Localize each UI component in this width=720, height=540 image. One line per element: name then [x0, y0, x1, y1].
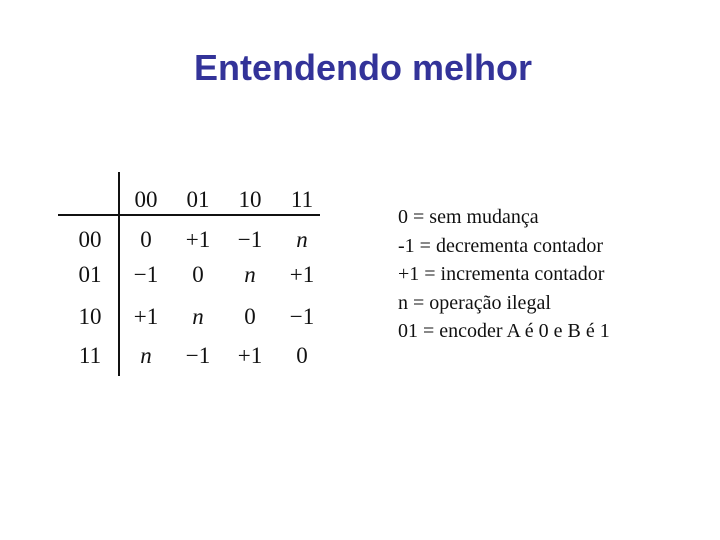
table-cell: −1: [289, 304, 315, 329]
table-cell: +1: [133, 304, 159, 329]
column-header-01: 01: [186, 187, 210, 212]
legend-notes: [398, 203, 610, 346]
table-cell: n: [140, 343, 152, 368]
row-header-00: 00: [78, 227, 102, 252]
column-header-11: 11: [290, 187, 314, 212]
column-header-10: 10: [238, 187, 262, 212]
table-cell: −1: [133, 262, 159, 287]
table-cell: 0: [296, 343, 308, 368]
column-header-00: 00: [134, 187, 158, 212]
table-cell: +1: [289, 262, 315, 287]
table-cell: −1: [185, 343, 211, 368]
row-header-10: 10: [78, 304, 102, 329]
note-line: n = operação ilegal: [398, 291, 551, 314]
note-line: +1 = incrementa contador: [398, 263, 605, 286]
slide-title: Entendendo melhor: [193, 47, 532, 88]
table-cell: −1: [237, 227, 263, 252]
row-header-11: 11: [78, 343, 102, 368]
row-header-01: 01: [78, 262, 102, 287]
transition-table: [58, 172, 320, 378]
table-cell: 0: [244, 304, 256, 329]
note-line: -1 = decrementa contador: [398, 234, 604, 257]
table-cell: 0: [192, 262, 204, 287]
table-cell: n: [296, 227, 308, 252]
note-line: 0 = sem mudança: [398, 206, 539, 228]
table-cell: n: [244, 262, 256, 287]
table-cell: +1: [185, 227, 211, 252]
table-cell: n: [192, 304, 204, 329]
note-line: 01 = encoder A é 0 e B é 1: [398, 320, 610, 343]
table-cell: 0: [140, 227, 152, 252]
table-cell: +1: [237, 343, 263, 368]
